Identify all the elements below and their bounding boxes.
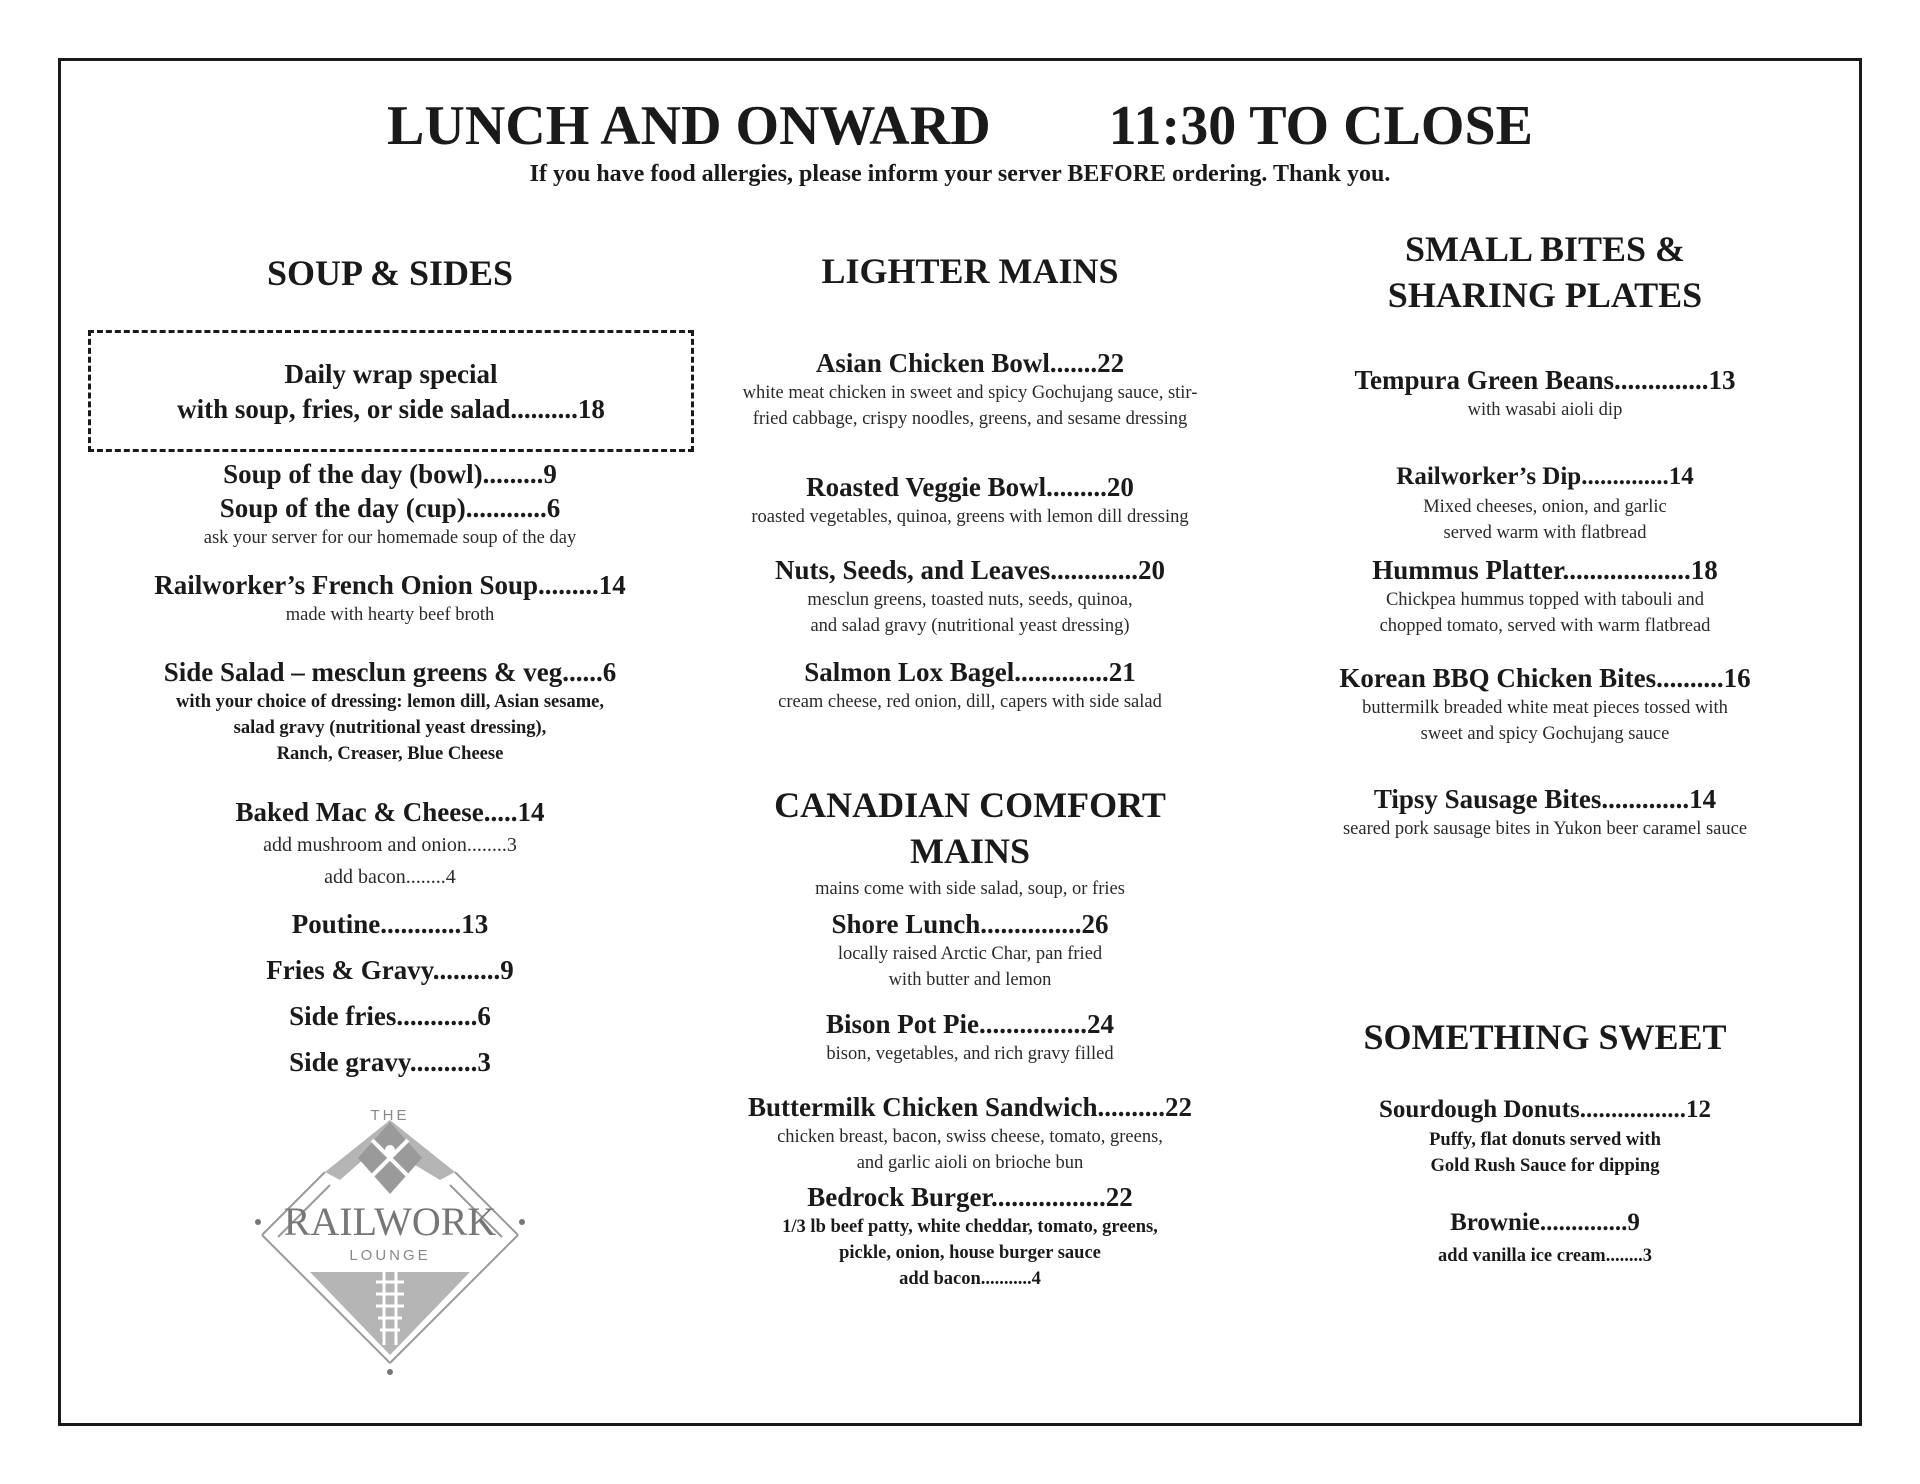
- tempura-green-beans-item: [1250, 363, 1840, 423]
- something-sweet-title: SOMETHING SWEET: [1363, 1017, 1727, 1057]
- logo-right-dot: [519, 1219, 525, 1225]
- logo-left-dot: [255, 1219, 261, 1225]
- brownie-item: [1250, 1206, 1840, 1272]
- shore-desc-2: with butter and lemon: [888, 970, 1052, 990]
- side-salad-name: Side Salad – mesclun greens & veg......6: [163, 657, 617, 687]
- tipsy-sausage-bites-item: [1250, 782, 1840, 842]
- nuts-desc-1: mesclun greens, toasted nuts, seeds, quinoa,: [807, 590, 1133, 610]
- brownie-name: Brownie..............9: [1450, 1209, 1640, 1236]
- hummus-desc-2: chopped tomato, served with warm flatbread: [1379, 616, 1711, 636]
- mac-add-mushroom: add mushroom and onion........3: [263, 834, 517, 856]
- bedrock-burger-item: [690, 1180, 1250, 1292]
- salmon-lox-bagel-item: [690, 655, 1250, 715]
- bison-name: Bison Pot Pie................24: [826, 1009, 1114, 1039]
- logo-bottom-dot: [387, 1369, 393, 1375]
- comfort-title-line-2: MAINS: [909, 831, 1030, 871]
- title-lunch: LUNCH AND ONWARD: [387, 95, 991, 157]
- side-fries-item: [80, 999, 700, 1033]
- mains-column: [690, 0, 1250, 1484]
- asian-bowl-desc-1: white meat chicken in sweet and spicy Gochujang sauce, stir-: [742, 383, 1198, 403]
- side-fries-name: Side fries............6: [289, 1001, 491, 1031]
- korean-desc-2: sweet and spicy Gochujang sauce: [1420, 724, 1670, 744]
- french-onion-desc: made with hearty beef broth: [285, 605, 495, 625]
- korean-name: Korean BBQ Chicken Bites..........16: [1339, 663, 1751, 693]
- soup-cup: Soup of the day (cup)............6: [219, 493, 561, 523]
- bison-desc: bison, vegetables, and rich gravy filled: [826, 1044, 1114, 1064]
- tipsy-name: Tipsy Sausage Bites.............14: [1373, 784, 1717, 814]
- side-salad-desc-2: salad gravy (nutritional yeast dressing),: [233, 718, 547, 738]
- small-bites-title-line-2: SHARING PLATES: [1387, 275, 1703, 315]
- side-gravy-item: [80, 1045, 700, 1079]
- title-hours: 11:30 TO CLOSE: [1108, 95, 1533, 157]
- comfort-title-line-1: CANADIAN COMFORT: [774, 785, 1166, 825]
- dip-desc-2: served warm with flatbread: [1443, 523, 1647, 543]
- french-onion-item: [80, 568, 700, 628]
- burger-desc-3: add bacon...........4: [899, 1269, 1041, 1289]
- mac-add-bacon: add bacon........4: [324, 866, 456, 888]
- comfort-note: [690, 876, 1250, 902]
- tempura-desc: with wasabi aioli dip: [1467, 400, 1623, 420]
- bison-pot-pie-item: [690, 1007, 1250, 1067]
- fries-gravy-item: [80, 953, 700, 987]
- nuts-seeds-leaves-item: [690, 553, 1250, 639]
- tempura-name: Tempura Green Beans..............13: [1354, 365, 1736, 395]
- side-salad-desc-3: Ranch, Creaser, Blue Cheese: [276, 744, 504, 764]
- korean-desc-1: buttermilk breaded white meat pieces tossed with: [1362, 698, 1728, 718]
- soup-sides-title: SOUP & SIDES: [266, 253, 514, 293]
- hummus-name: Hummus Platter...................18: [1372, 555, 1718, 585]
- asian-bowl-desc-2: fried cabbage, crispy noodles, greens, and sesame dressing: [752, 409, 1188, 429]
- dip-name: Railworker’s Dip..............14: [1396, 463, 1694, 490]
- soup-of-the-day-item: [80, 457, 700, 551]
- korean-bbq-chicken-bites-item: [1250, 661, 1840, 747]
- allergy-note: If you have food allergies, please inform your server BEFORE ordering. Thank you.: [529, 161, 1391, 187]
- asian-chicken-bowl-item: [690, 346, 1250, 432]
- railworkers-dip-item: [1250, 460, 1840, 546]
- poutine-item: [80, 907, 700, 941]
- special-line-2: with soup, fries, or side salad..........18: [177, 394, 605, 424]
- buttermilk-chicken-sandwich-item: [690, 1090, 1250, 1176]
- salmon-name: Salmon Lox Bagel..............21: [804, 657, 1136, 687]
- small-bites-column: [1250, 0, 1840, 1484]
- roasted-veggie-bowl-item: [690, 470, 1250, 530]
- nuts-name: Nuts, Seeds, and Leaves.............20: [774, 555, 1166, 585]
- chicken-sandwich-name: Buttermilk Chicken Sandwich..........22: [747, 1092, 1193, 1122]
- soup-bowl: Soup of the day (bowl).........9: [223, 459, 557, 489]
- small-bites-title-line-1: SMALL BITES &: [1404, 229, 1686, 269]
- logo-railwork: RAILWORK: [283, 1199, 497, 1244]
- comfort-note-text: mains come with side salad, soup, or fries: [815, 879, 1125, 899]
- side-salad-item: [80, 655, 700, 767]
- nuts-desc-2: and salad gravy (nutritional yeast dressing): [810, 616, 1130, 636]
- side-salad-desc-1: with your choice of dressing: lemon dill, Asian sesame,: [176, 692, 604, 712]
- daily-wrap-special-box: [88, 330, 694, 452]
- chicken-sandwich-desc-2: and garlic aioli on brioche bun: [856, 1153, 1084, 1173]
- shore-name: Shore Lunch...............26: [831, 909, 1109, 939]
- logo-the: THE: [370, 1110, 410, 1124]
- burger-desc-1: 1/3 lb beef patty, white cheddar, tomato, greens,: [782, 1217, 1158, 1237]
- burger-name: Bedrock Burger.................22: [807, 1182, 1133, 1212]
- french-onion-name: Railworker’s French Onion Soup.........14: [154, 570, 626, 600]
- logo-dot-icon: [385, 1145, 395, 1155]
- donuts-name: Sourdough Donuts.................12: [1378, 1096, 1712, 1123]
- burger-desc-2: pickle, onion, house burger sauce: [839, 1243, 1101, 1263]
- poutine-name: Poutine............13: [291, 909, 489, 939]
- shore-desc-1: locally raised Arctic Char, pan fried: [837, 944, 1103, 964]
- railroad-track-icon: [310, 1272, 470, 1355]
- chicken-sandwich-desc-1: chicken breast, bacon, swiss cheese, tomato, greens,: [777, 1127, 1163, 1147]
- side-gravy-name: Side gravy..........3: [289, 1047, 491, 1077]
- donuts-desc-2: Gold Rush Sauce for dipping: [1430, 1156, 1660, 1176]
- veggie-bowl-desc: roasted vegetables, quinoa, greens with lemon dill dressing: [751, 507, 1189, 527]
- soup-desc: ask your server for our homemade soup of the day: [203, 528, 577, 548]
- veggie-bowl-name: Roasted Veggie Bowl.........20: [806, 472, 1134, 502]
- donuts-desc-1: Puffy, flat donuts served with: [1429, 1130, 1661, 1150]
- lighter-mains-title: LIGHTER MAINS: [821, 251, 1119, 291]
- tipsy-desc: seared pork sausage bites in Yukon beer caramel sauce: [1342, 819, 1748, 839]
- mac-cheese-item: [80, 795, 700, 893]
- hummus-desc-1: Chickpea hummus topped with tabouli and: [1385, 590, 1705, 610]
- dip-desc-1: Mixed cheeses, onion, and garlic: [1423, 497, 1667, 517]
- sourdough-donuts-item: [1250, 1093, 1840, 1179]
- brownie-desc: add vanilla ice cream........3: [1438, 1246, 1652, 1266]
- salmon-desc: cream cheese, red onion, dill, capers with side salad: [778, 692, 1162, 712]
- shore-lunch-item: [690, 907, 1250, 993]
- fries-gravy-name: Fries & Gravy..........9: [266, 955, 514, 985]
- mac-cheese-name: Baked Mac & Cheese.....14: [235, 797, 545, 827]
- hummus-platter-item: [1250, 553, 1840, 639]
- logo-lounge: LOUNGE: [349, 1247, 431, 1264]
- special-line-1: Daily wrap special: [284, 359, 498, 389]
- asian-bowl-name: Asian Chicken Bowl.......22: [815, 348, 1125, 378]
- railwork-lounge-logo: [250, 1110, 530, 1380]
